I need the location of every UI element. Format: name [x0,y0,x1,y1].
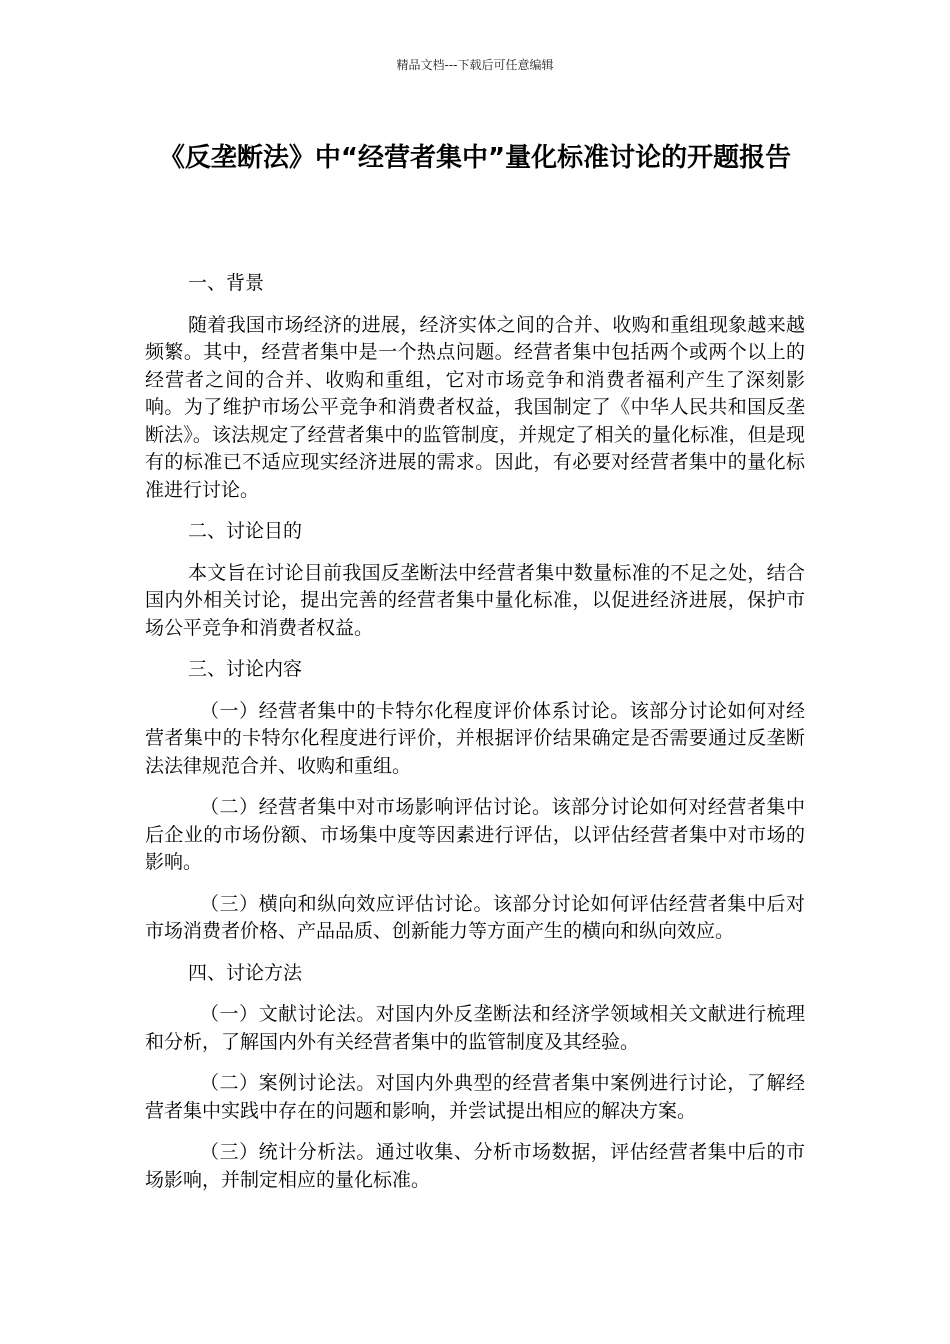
section-heading-methods: 四、讨论方法 [188,961,303,984]
method-item: （一）文献讨论法。对国内外反垄断法和经济学领域相关文献进行梳理和分析，了解国内外有关经营者集中的监管制度及其经验。 [145,1003,805,1053]
paragraph-purpose: 本文旨在讨论目前我国反垄断法中经营者集中数量标准的不足之处，结合国内外相关讨论，提出完善的经营者集中量化标准，以促进经济进展，保护市场公平竞争和消费者权益。 [145,561,805,639]
document-body [145,270,805,1208]
document-title: 《反垄断法》中“经营者集中”量化标准讨论的开题报告 [158,143,792,173]
section-heading-background: 一、背景 [188,272,265,294]
header-note: 精品文档---下载后可任意编辑 [396,58,554,72]
method-item: （二）案例讨论法。对国内外典型的经营者集中案例进行讨论，了解经营者集中实践中存在的问题和影响，并尝试提出相应的解决方案。 [145,1072,805,1122]
content-item: （一）经营者集中的卡特尔化程度评价体系讨论。该部分讨论如何对经营者集中的卡特尔化程度进行评价，并根据评价结果确定是否需要通过反垄断法法律规范合并、收购和重组。 [145,699,805,777]
section-heading-content: 三、讨论内容 [188,658,303,680]
content-item: （二）经营者集中对市场影响评估讨论。该部分讨论如何对经营者集中后企业的市场份额、市场集中度等因素进行评估，以评估经营者集中对市场的影响。 [145,796,805,873]
section-heading-purpose: 二、讨论目的 [188,520,303,542]
paragraph-background: 随着我国市场经济的进展，经济实体之间的合并、收购和重组现象越来越频繁。其中，经营者集中是一个热点问题。经营者集中包括两个或两个以上的经营者之间的合并、收购和重组，它对市场竞争和消费者福利产生了深刻影响。为了维护市场公平竞争和消费者权益，我国制定了《中华人民共和国反垄断法》。该法规定了经营者集中的监管制度，并规定了相关的量化标准，但是现有的标准已不适应现实经济进展的需求。因此，有必要对经营者集中的量化标准进行讨论。 [145,313,805,501]
content-item: （三）横向和纵向效应评估讨论。该部分讨论如何评估经营者集中后对市场消费者价格、产品品质、创新能力等方面产生的横向和纵向效应。 [145,892,805,942]
method-item: （三）统计分析法。通过收集、分析市场数据，评估经营者集中后的市场影响，并制定相应的量化标准。 [145,1141,805,1191]
